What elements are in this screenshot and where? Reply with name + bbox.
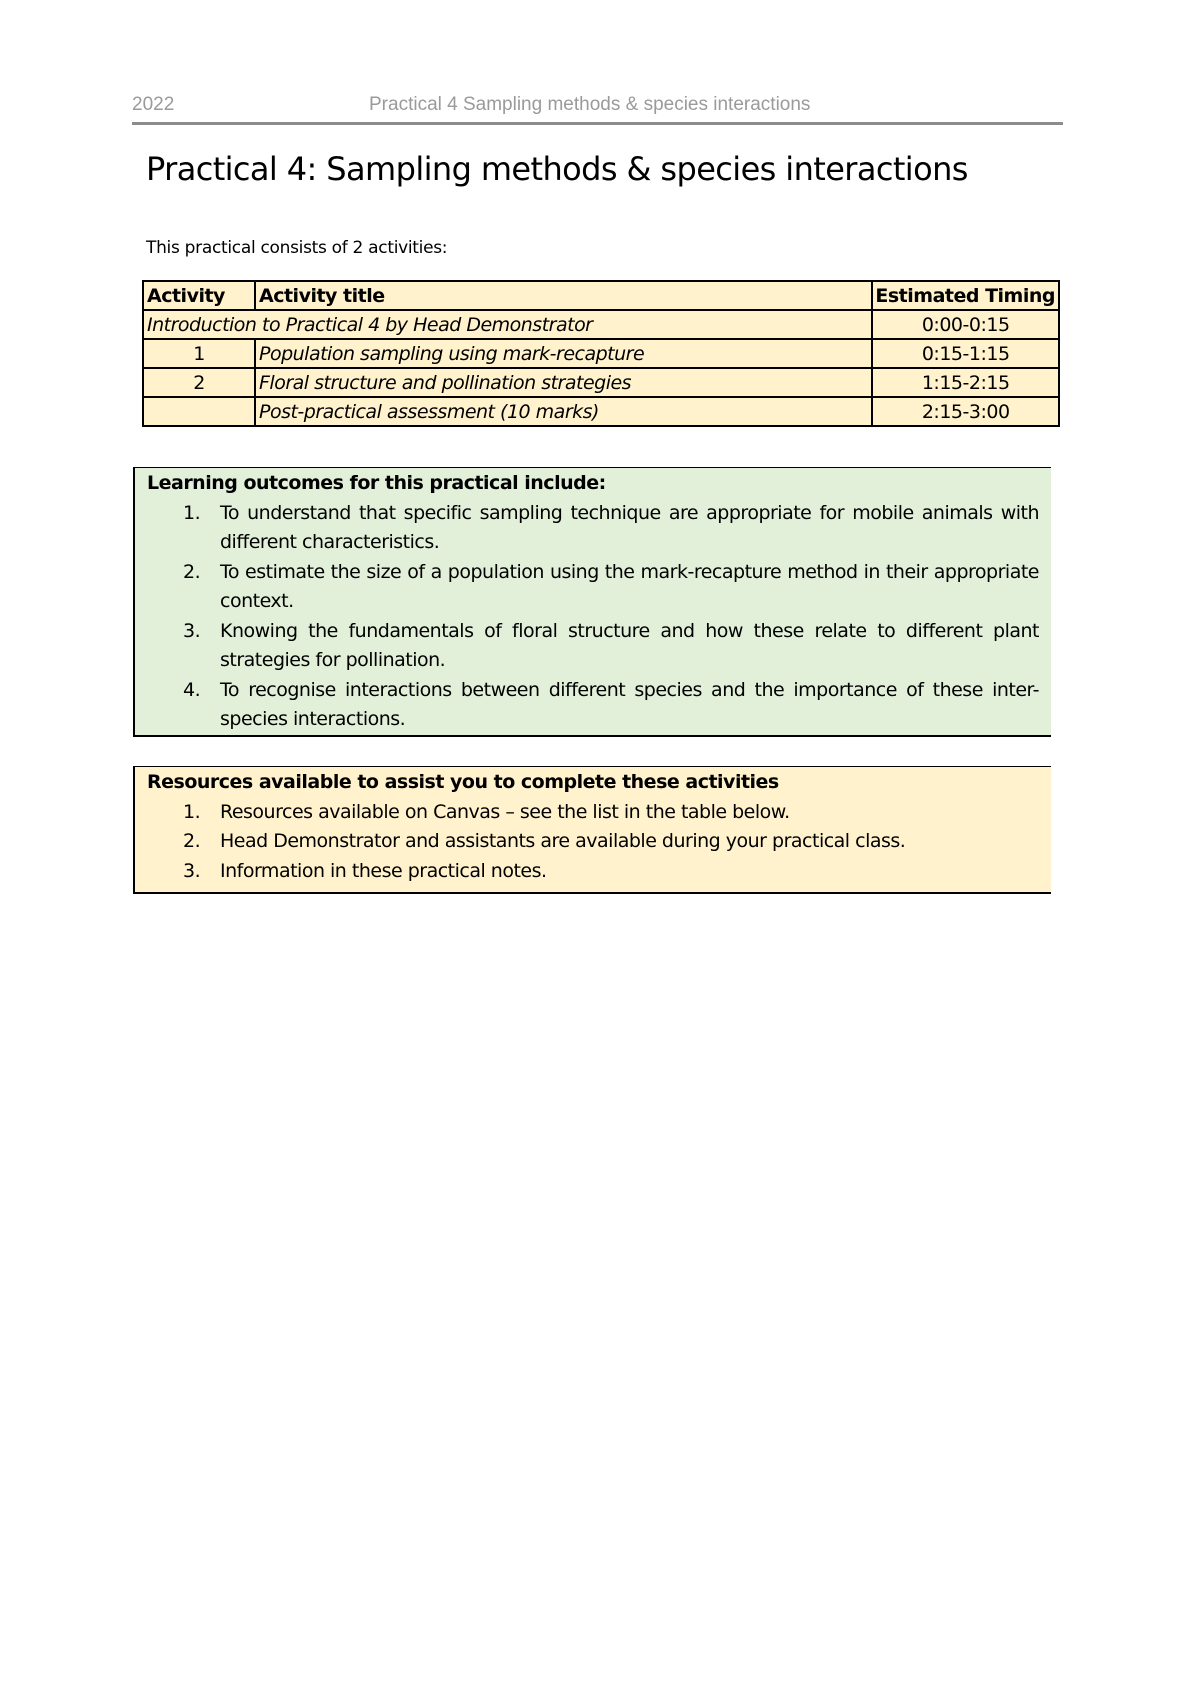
header-activity-title: Activity title [255,281,872,310]
table-row-intro [143,310,1059,339]
list-item-text: To recognise interactions between different species and the importance of these inter-species interactions. [220,678,1039,730]
row-title: Population sampling using mark-recapture [255,339,872,368]
running-header [132,94,1063,125]
row-title: Post-practical assessment (10 marks) [255,397,872,426]
table-row [143,368,1059,397]
intro-row-timing: 0:00-0:15 [872,310,1059,339]
list-item-number: 4. [183,678,201,701]
learning-outcomes-heading: Learning outcomes for this practical include: [147,472,606,494]
list-item-text: To understand that specific sampling technique are appropriate for mobile animals with different characteristics. [220,501,1039,553]
row-timing: 0:15-1:15 [872,339,1059,368]
list-item-text: To estimate the size of a population using the mark-recapture method in their appropriate context. [220,560,1039,612]
list-item [147,617,1039,676]
table-row [143,397,1059,426]
list-item-text: Knowing the fundamentals of floral structure and how these relate to different plant strategies for pollination. [220,619,1039,671]
list-item-number: 3. [183,619,201,642]
list-item [147,558,1039,617]
learning-outcomes-list [147,499,1039,735]
row-activity: 1 [143,339,255,368]
list-item-number: 3. [183,859,201,882]
list-item-number: 2. [183,830,201,852]
table-header-row [143,281,1059,310]
list-item-number: 1. [183,800,201,823]
row-timing: 1:15-2:15 [872,368,1059,397]
list-item-number: 1. [183,501,201,524]
resources-heading: Resources available to assist you to complete these activities [147,771,779,793]
list-item [147,676,1039,735]
list-item [147,798,1039,828]
list-item [147,857,1039,887]
header-year: 2022 [132,94,175,115]
learning-outcomes-box [133,467,1051,737]
row-activity: 2 [143,368,255,397]
header-estimated-timing: Estimated Timing [872,281,1059,310]
header-running-title: Practical 4 Sampling methods & species interactions [369,94,811,115]
intro-row-title: Introduction to Practical 4 by Head Demonstrator [143,310,872,339]
list-item-text: Head Demonstrator and assistants are available during your practical class. [220,830,906,852]
list-item [147,827,1039,857]
list-item-text: Resources available on Canvas – see the list in the table below. [220,800,790,823]
intro-text: This practical consists of 2 activities: [146,238,448,258]
list-item-text: Information in these practical notes. [220,859,547,882]
activities-table [142,280,1060,427]
header-activity: Activity [143,281,255,310]
table-row [143,339,1059,368]
row-title: Floral structure and pollination strategies [255,368,872,397]
row-timing: 2:15-3:00 [872,397,1059,426]
resources-box [133,766,1051,894]
list-item-number: 2. [183,560,201,583]
row-activity [143,397,255,426]
list-item [147,499,1039,558]
page-title: Practical 4: Sampling methods & species interactions [146,150,968,188]
resources-list [147,798,1039,887]
